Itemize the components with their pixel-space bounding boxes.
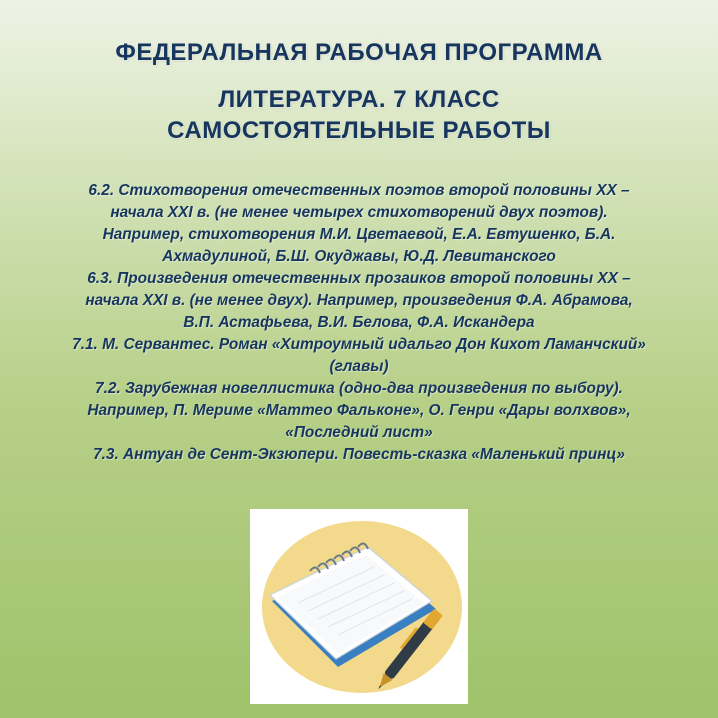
slide-subtitle-works: САМОСТОЯТЕЛЬНЫЕ РАБОТЫ	[167, 117, 551, 144]
topic-line: 6.2. Стихотворения отечественных поэтов второй половины XX –	[88, 182, 630, 199]
program-topics	[0, 180, 718, 466]
slide-subtitle-subject: ЛИТЕРАТУРА. 7 КЛАСС	[218, 86, 500, 113]
topic-line: (главы)	[329, 358, 389, 375]
topic-line: 6.3. Произведения отечественных прозаиков второй половины XX –	[87, 270, 631, 287]
topic-line: Например, стихотворения М.И. Цветаевой, Е.А. Евтушенко, Б.А.	[102, 226, 616, 243]
notebook-pen-icon	[250, 509, 468, 704]
topic-line: 7.1. М. Сервантес. Роман «Хитроумный идальго Дон Кихот Ламанчский»	[72, 336, 646, 353]
topic-line: 7.3. Антуан де Сент-Экзюпери. Повесть-сказка «Маленький принц»	[93, 446, 625, 463]
topic-line: Ахмадулиной, Б.Ш. Окуджавы, Ю.Д. Левитанского	[162, 248, 556, 265]
notebook-illustration	[250, 509, 468, 704]
topic-line: В.П. Астафьева, В.И. Белова, Ф.А. Искандера	[183, 314, 535, 331]
topic-line: Например, П. Мериме «Маттео Фальконе», О. Генри «Дары волхвов»,	[87, 402, 631, 419]
topic-line: начала XXI в. (не менее двух). Например, произведения Ф.А. Абрамова,	[85, 292, 633, 309]
topic-line: начала XXI в. (не менее четырех стихотворений двух поэтов).	[110, 204, 608, 221]
topic-line: 7.2. Зарубежная новеллистика (одно-два произведения по выбору).	[95, 380, 623, 397]
topic-line: «Последний лист»	[285, 424, 433, 441]
slide-title: ФЕДЕРАЛЬНАЯ РАБОЧАЯ ПРОГРАММА	[115, 39, 603, 66]
